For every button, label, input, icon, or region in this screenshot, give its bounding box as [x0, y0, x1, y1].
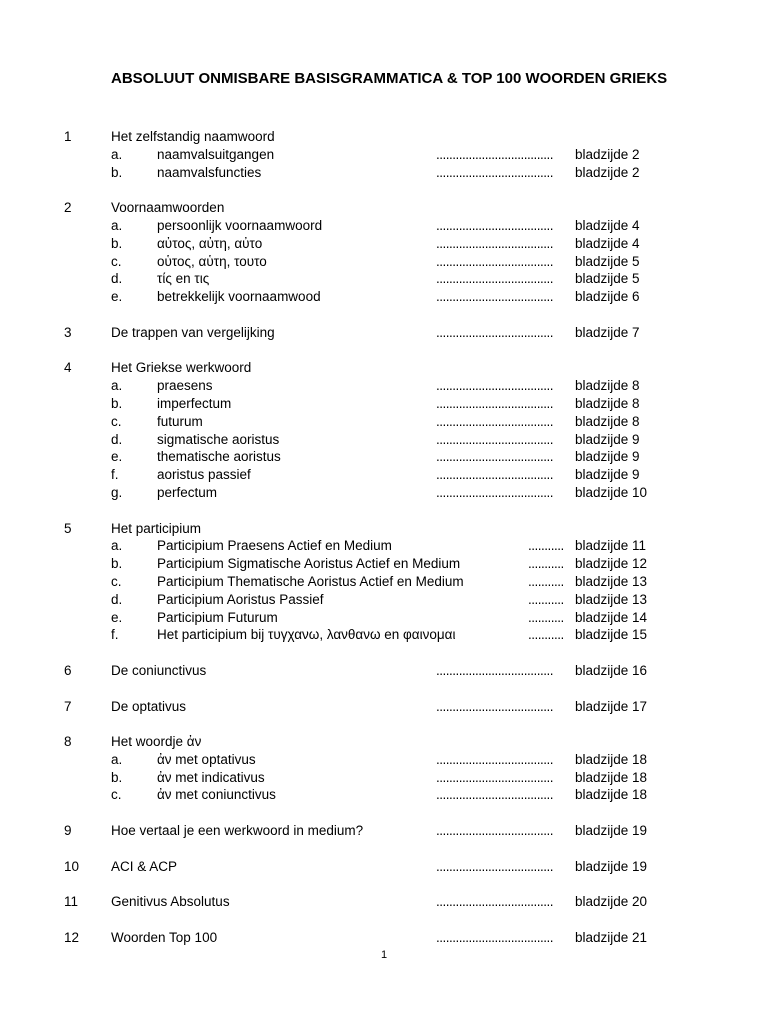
subitem-title: Het participium bij τυγχανω, λανθανω en φαινομαι: [157, 627, 456, 643]
toc-subitem-row: [0, 537, 768, 555]
toc-subitem-row: [0, 573, 768, 591]
page-number: 1: [380, 949, 388, 961]
dot-leader: ....................................: [436, 413, 554, 429]
dot-leader: ....................................: [436, 858, 554, 874]
subitem-letter: b.: [111, 235, 123, 251]
toc-subitem-row: [0, 769, 768, 787]
toc-subitem-row: [0, 164, 768, 182]
page-reference: bladzijde 12: [575, 556, 648, 572]
page-reference: bladzijde 8: [575, 395, 640, 411]
subitem-letter: b.: [111, 556, 123, 572]
page-reference: bladzijde 4: [575, 235, 640, 251]
section-spacer: [0, 875, 768, 893]
section-spacer: [0, 680, 768, 698]
page-reference: bladzijde 13: [575, 591, 648, 607]
page-reference: bladzijde 20: [575, 894, 648, 910]
subitem-title: aoristus passief: [157, 467, 251, 483]
dot-leader: ...........: [528, 556, 564, 572]
toc-subitem-row: [0, 484, 768, 502]
section-spacer: [0, 804, 768, 822]
subitem-letter: f.: [111, 627, 119, 643]
dot-leader: ....................................: [436, 235, 554, 251]
section-spacer: [0, 502, 768, 520]
subitem-title: Participium Sigmatische Aoristus Actief en Medium: [157, 556, 461, 572]
section-number: 7: [64, 698, 72, 714]
section-number: 5: [64, 520, 72, 536]
subitem-letter: a.: [111, 146, 123, 162]
page-reference: bladzijde 11: [575, 538, 647, 554]
section-spacer: [0, 181, 768, 199]
page-reference: bladzijde 2: [575, 146, 640, 162]
dot-leader: ....................................: [436, 698, 554, 714]
dot-leader: ....................................: [436, 217, 554, 233]
subitem-title: naamvalsuitgangen: [157, 146, 275, 162]
toc-section-row: [0, 324, 768, 342]
toc-subitem-row: [0, 377, 768, 395]
subitem-title: Participium Aoristus Passief: [157, 591, 324, 607]
page-reference: bladzijde 19: [575, 858, 648, 874]
page-reference: bladzijde 5: [575, 253, 640, 269]
subitem-title: thematische aoristus: [157, 449, 281, 465]
subitem-letter: e.: [111, 289, 123, 305]
section-number: 4: [64, 360, 72, 376]
section-number: 9: [64, 823, 72, 839]
subitem-title: sigmatische aoristus: [157, 431, 280, 447]
toc-section-row: [0, 199, 768, 217]
dot-leader: ....................................: [436, 324, 554, 340]
table-of-contents: [0, 128, 768, 947]
dot-leader: ...........: [528, 538, 564, 554]
page-reference: bladzijde 6: [575, 289, 640, 305]
page-reference: bladzijde 9: [575, 449, 640, 465]
toc-subitem-row: [0, 413, 768, 431]
toc-section-row: [0, 929, 768, 947]
section-title: Genitivus Absolutus: [111, 894, 230, 910]
toc-subitem-row: [0, 448, 768, 466]
subitem-letter: a.: [111, 378, 123, 394]
section-title: Voornaamwoorden: [111, 200, 225, 216]
dot-leader: ...........: [528, 591, 564, 607]
subitem-title: ἀν met optativus: [157, 751, 256, 767]
subitem-letter: d.: [111, 431, 123, 447]
section-number: 8: [64, 734, 72, 750]
subitem-title: Participium Futurum: [157, 609, 278, 625]
page-reference: bladzijde 17: [575, 698, 648, 714]
subitem-title: οὑτος, αὑτη, τουτο: [157, 253, 267, 269]
page-reference: bladzijde 8: [575, 413, 640, 429]
dot-leader: ....................................: [436, 484, 554, 500]
dot-leader: ....................................: [436, 823, 554, 839]
page-reference: bladzijde 9: [575, 467, 640, 483]
section-title: De trappen van vergelijking: [111, 324, 275, 340]
section-title: Het Griekse werkwoord: [111, 360, 252, 376]
toc-section-row: [0, 858, 768, 876]
dot-leader: ....................................: [436, 787, 554, 803]
section-number: 6: [64, 662, 72, 678]
page-reference: bladzijde 14: [575, 609, 648, 625]
page-reference: bladzijde 15: [575, 627, 648, 643]
page-reference: bladzijde 2: [575, 164, 640, 180]
dot-leader: ....................................: [436, 253, 554, 269]
subitem-letter: d.: [111, 271, 123, 287]
subitem-title: persoonlijk voornaamwoord: [157, 217, 323, 233]
toc-subitem-row: [0, 609, 768, 627]
subitem-letter: a.: [111, 217, 123, 233]
section-number: 2: [64, 200, 72, 216]
page-reference: bladzijde 8: [575, 378, 640, 394]
dot-leader: ....................................: [436, 289, 554, 305]
toc-subitem-row: [0, 466, 768, 484]
section-spacer: [0, 306, 768, 324]
section-spacer: [0, 644, 768, 662]
subitem-letter: a.: [111, 538, 123, 554]
toc-subitem-row: [0, 751, 768, 769]
toc-section-row: [0, 893, 768, 911]
toc-subitem-row: [0, 591, 768, 609]
toc-section-row: [0, 662, 768, 680]
section-title: ACI & ACP: [111, 858, 178, 874]
subitem-letter: a.: [111, 751, 123, 767]
subitem-title: betrekkelijk voornaamwood: [157, 289, 321, 305]
subitem-title: Participium Thematische Aoristus Actief en Medium: [157, 573, 464, 589]
page-reference: bladzijde 21: [575, 929, 648, 945]
dot-leader: ....................................: [436, 449, 554, 465]
document-title: ABSOLUUT ONMISBARE BASISGRAMMATICA & TOP 100 WOORDEN GRIEKS: [111, 70, 668, 87]
subitem-title: αὐτος, αὐτη, αὐτο: [157, 235, 263, 251]
dot-leader: ....................................: [436, 929, 554, 945]
section-title: Het woordje ἀν: [111, 734, 202, 750]
toc-subitem-row: [0, 786, 768, 804]
subitem-letter: d.: [111, 591, 123, 607]
subitem-title: futurum: [157, 413, 203, 429]
dot-leader: ....................................: [436, 769, 554, 785]
toc-subitem-row: [0, 555, 768, 573]
toc-section-row: [0, 520, 768, 538]
dot-leader: ...........: [528, 627, 564, 643]
subitem-title: τίς en τις: [157, 271, 210, 287]
section-title: De optativus: [111, 698, 187, 714]
section-number: 12: [64, 929, 80, 945]
subitem-letter: c.: [111, 413, 122, 429]
subitem-letter: c.: [111, 787, 122, 803]
page-reference: bladzijde 5: [575, 271, 640, 287]
toc-subitem-row: [0, 288, 768, 306]
dot-leader: ....................................: [436, 467, 554, 483]
page-reference: bladzijde 10: [575, 484, 648, 500]
dot-leader: ....................................: [436, 271, 554, 287]
page-reference: bladzijde 16: [575, 662, 648, 678]
subitem-title: imperfectum: [157, 395, 232, 411]
page-reference: bladzijde 19: [575, 823, 648, 839]
section-title: De coniunctivus: [111, 662, 207, 678]
dot-leader: ....................................: [436, 894, 554, 910]
toc-subitem-row: [0, 270, 768, 288]
dot-leader: ...........: [528, 573, 564, 589]
section-number: 11: [64, 894, 79, 910]
subitem-title: Participium Praesens Actief en Medium: [157, 538, 392, 554]
section-title: Het zelfstandig naamwoord: [111, 129, 275, 144]
toc-subitem-row: [0, 146, 768, 164]
toc-subitem-row: [0, 431, 768, 449]
page-reference: bladzijde 4: [575, 217, 640, 233]
subitem-letter: b.: [111, 164, 123, 180]
subitem-letter: e.: [111, 609, 123, 625]
toc-subitem-row: [0, 626, 768, 644]
toc-subitem-row: [0, 217, 768, 235]
section-number: 10: [64, 858, 80, 874]
toc-section-row: [0, 128, 768, 146]
page-reference: bladzijde 18: [575, 769, 648, 785]
subitem-title: ἀν met indicativus: [157, 769, 265, 785]
subitem-title: ἀν met coniunctivus: [157, 787, 276, 803]
page-reference: bladzijde 9: [575, 431, 640, 447]
dot-leader: ....................................: [436, 378, 554, 394]
dot-leader: ....................................: [436, 164, 554, 180]
toc-section-row: [0, 359, 768, 377]
subitem-letter: b.: [111, 769, 123, 785]
subitem-letter: b.: [111, 395, 123, 411]
dot-leader: ....................................: [436, 751, 554, 767]
section-spacer: [0, 342, 768, 360]
page-reference: bladzijde 18: [575, 751, 648, 767]
page-reference: bladzijde 7: [575, 324, 640, 340]
toc-section-row: [0, 733, 768, 751]
toc-subitem-row: [0, 395, 768, 413]
section-number: 3: [64, 324, 72, 340]
dot-leader: ...........: [528, 609, 564, 625]
toc-subitem-row: [0, 235, 768, 253]
subitem-letter: e.: [111, 449, 123, 465]
section-title: Woorden Top 100: [111, 929, 218, 945]
subitem-letter: c.: [111, 573, 122, 589]
subitem-letter: c.: [111, 253, 122, 269]
section-title: Hoe vertaal je een werkwoord in medium?: [111, 823, 364, 839]
page-reference: bladzijde 13: [575, 573, 648, 589]
section-spacer: [0, 715, 768, 733]
section-spacer: [0, 840, 768, 858]
subitem-letter: f.: [111, 467, 119, 483]
subitem-letter: g.: [111, 484, 123, 500]
toc-subitem-row: [0, 253, 768, 271]
dot-leader: ....................................: [436, 146, 554, 162]
dot-leader: ....................................: [436, 431, 554, 447]
section-title: Het participium: [111, 520, 202, 536]
section-spacer: [0, 911, 768, 929]
subitem-title: perfectum: [157, 484, 218, 500]
section-number: 1: [64, 129, 72, 144]
page-reference: bladzijde 18: [575, 787, 648, 803]
dot-leader: ....................................: [436, 395, 554, 411]
toc-section-row: [0, 698, 768, 716]
subitem-title: naamvalsfuncties: [157, 164, 262, 180]
toc-section-row: [0, 822, 768, 840]
dot-leader: ....................................: [436, 662, 554, 678]
subitem-title: praesens: [157, 378, 213, 394]
